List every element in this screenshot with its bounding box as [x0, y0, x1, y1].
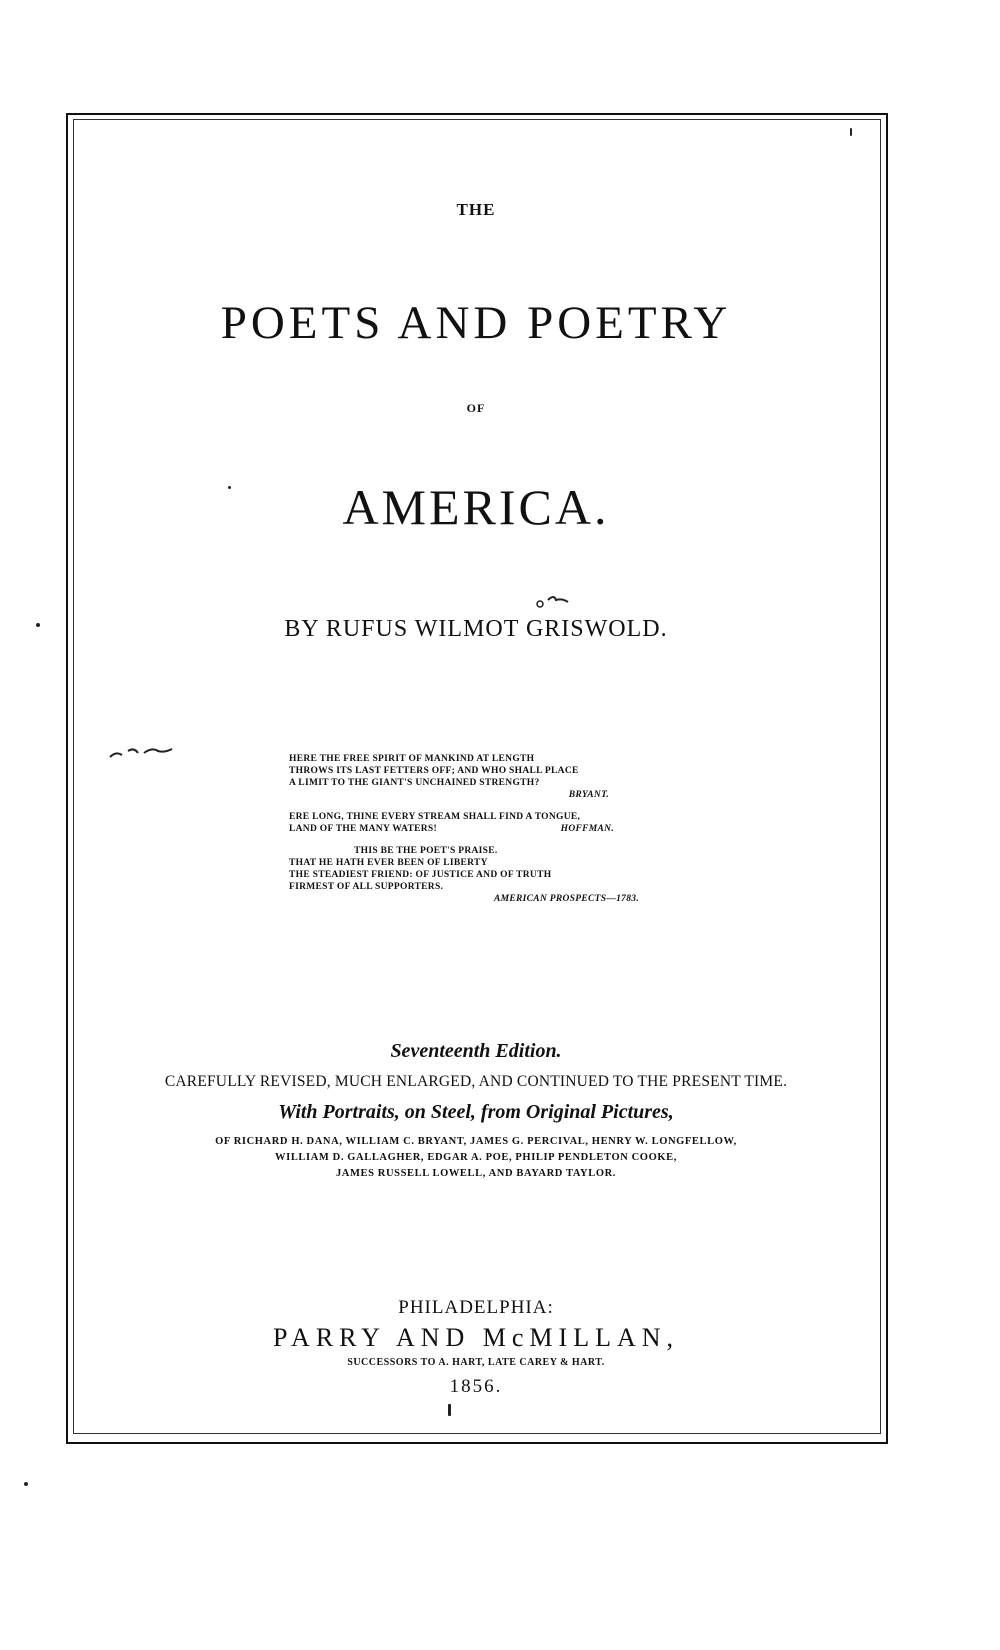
title-country: AMERICA.: [342, 479, 610, 535]
revised-line: CAREFULLY REVISED, MUCH ENLARGED, AND CONTINUED TO THE PRESENT TIME.: [164, 1073, 788, 1090]
main-title: POETS AND POETRY: [220, 297, 732, 349]
portrait-list-line: JAMES RUSSELL LOWELL, AND BAYARD TAYLOR.: [335, 1168, 617, 1179]
edition-line: Seventeenth Edition.: [390, 1040, 562, 1062]
ink-speck: [850, 128, 852, 136]
ink-speck: [448, 1404, 451, 1416]
title-of: OF: [466, 401, 486, 415]
imprint-year: 1856.: [449, 1376, 503, 1397]
epigraph-prospects: [289, 845, 639, 905]
epigraph-line: THE STEADIEST FRIEND: OF JUSTICE AND OF TRUTH: [289, 870, 552, 880]
portraits-line: With Portraits, on Steel, from Original Pictures,: [278, 1101, 674, 1123]
epigraph-line-with-attribution: [289, 823, 639, 835]
imprint-city: PHILADELPHIA:: [398, 1297, 554, 1318]
epigraph-hoffman: [289, 811, 639, 835]
portrait-list-line: OF RICHARD H. DANA, WILLIAM C. BRYANT, JAMES G. PERCIVAL, HENRY W. LONGFELLOW,: [215, 1136, 737, 1147]
ink-speck: [24, 1482, 28, 1486]
epigraph-bryant: [289, 753, 639, 801]
author-line: BY RUFUS WILMOT GRISWOLD.: [284, 616, 668, 642]
epigraph-line: THAT HE HATH EVER BEEN OF LIBERTY: [289, 858, 488, 868]
epigraph-line: THROWS ITS LAST FETTERS OFF; AND WHO SHALL PLACE: [289, 766, 579, 776]
portrait-list-line: WILLIAM D. GALLAGHER, EDGAR A. POE, PHILIP PENDLETON COOKE,: [275, 1152, 677, 1163]
epigraph-line: FIRMEST OF ALL SUPPORTERS.: [289, 882, 444, 892]
pencil-mark: [108, 743, 178, 763]
pencil-mark: [534, 590, 574, 614]
epigraph-attribution: BRYANT.: [568, 790, 609, 800]
imprint-successors: SUCCESSORS TO A. HART, LATE CAREY & HART.: [347, 1357, 605, 1368]
epigraph-line: ERE LONG, THINE EVERY STREAM SHALL FIND A TONGUE,: [289, 812, 581, 822]
epigraph-line: LAND OF THE MANY WATERS!: [289, 824, 437, 834]
ink-speck: [36, 623, 40, 627]
epigraph-line: HERE THE FREE SPIRIT OF MANKIND AT LENGTH: [289, 754, 535, 764]
ink-speck: [228, 486, 231, 489]
imprint-publisher: PARRY AND McMILLAN,: [272, 1323, 680, 1352]
epigraphs: [289, 753, 639, 915]
epigraph-attribution: HOFFMAN.: [560, 824, 614, 834]
epigraph-line: THIS BE THE POET'S PRAISE.: [354, 846, 498, 856]
title-pre: THE: [456, 200, 496, 219]
epigraph-line: A LIMIT TO THE GIANT'S UNCHAINED STRENGTH?: [289, 778, 540, 788]
epigraph-attribution: AMERICAN PROSPECTS—1783.: [494, 894, 639, 904]
